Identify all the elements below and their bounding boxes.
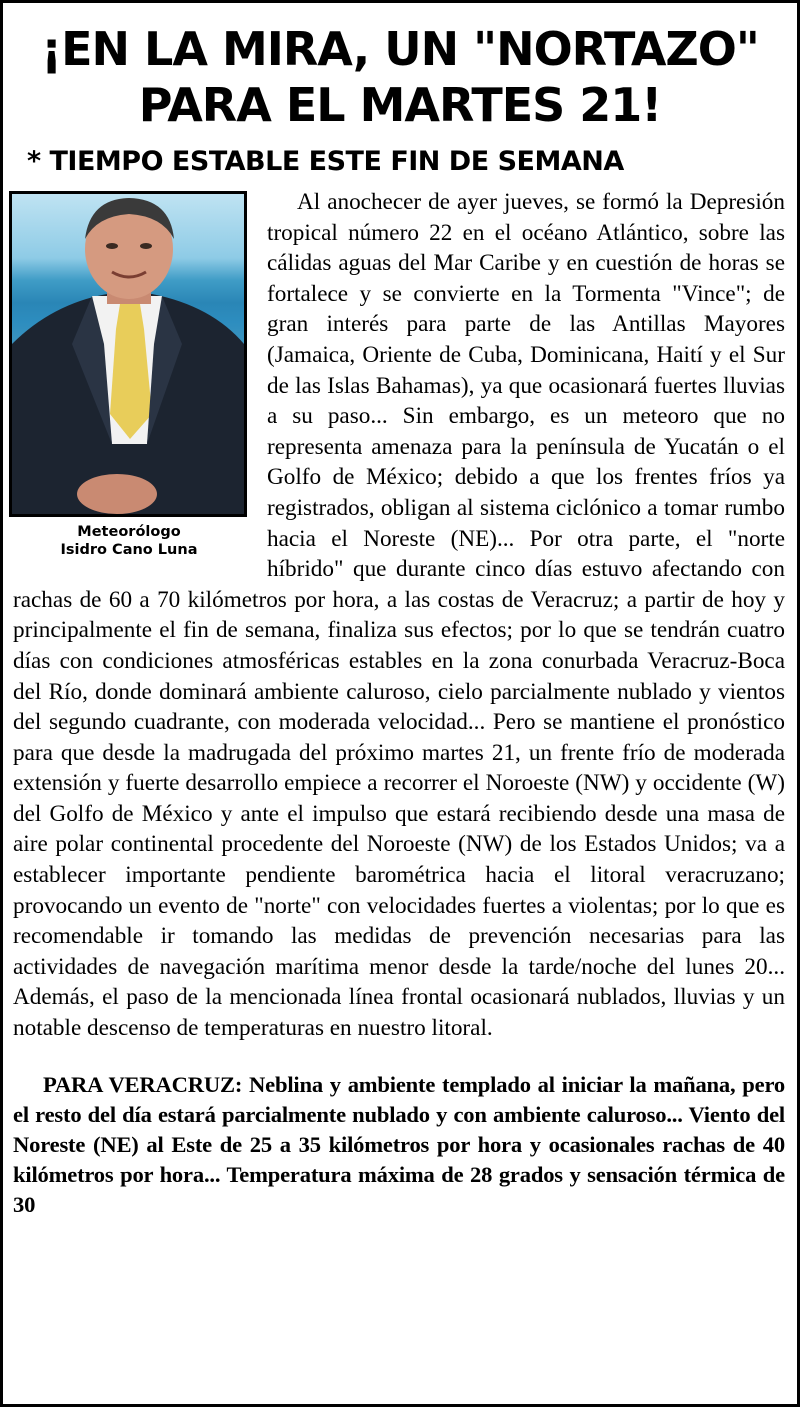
article-body [3, 179, 797, 1220]
headline-line-1: ¡EN LA MIRA, UN "NORTAZO" [41, 22, 759, 76]
headline-line-2: PARA EL MARTES 21! [138, 78, 662, 132]
subheadline: * TIEMPO ESTABLE ESTE FIN DE SEMANA [27, 146, 624, 177]
photo-caption [9, 523, 249, 559]
caption-name: Isidro Cano Luna [60, 542, 198, 558]
veracruz-forecast: PARA VERACRUZ: Neblina y ambiente templado al iniciar la mañana, pero el resto del día estará parcialmente nublado y con ambiente caluroso... Viento del Noreste (NE) al Este de 25 a 35 kilómetros por hora y ocasionales rachas de 40 kilómetros por hora... Temperatura máxima de 28 grados y sensación térmica de 30 [13, 1071, 785, 1217]
photo-block [9, 191, 249, 559]
portrait-illustration [12, 194, 244, 514]
caption-title: Meteorólogo [77, 524, 181, 540]
headline [11, 21, 789, 133]
article-paragraph: Al anochecer de ayer jueves, se formó la Depresión tropical número 22 en el océano Atlántico, sobre las cálidas aguas del Mar Caribe y en cuestión de horas se fortalece y se convierte en la Tormenta "Vince"; de gran interés para parte de las Antillas Mayores (Jamaica, Oriente de Cuba, Dominicana, Haití y el Sur de las Islas Bahamas), ya que ocasionará fuertes lluvias a su paso... Sin embargo, es un meteoro que no representa amenaza para la península de Yucatán o el Golfo de México; debido a que los frentes fríos ya registrados, obligan al sistema ciclónico a tomar rumbo hacia el Noreste (NE)... Por otra parte, el "norte híbrido" que durante cinco días estuvo afectando con rachas de 60 a 70 kilómetros por hora, a las costas de Veracruz; a partir de hoy y principalmente el fin de semana, finaliza sus efectos; por lo que se tendrán cuatro días con condiciones atmosféricas estables en la zona conurbada Veracruz-Boca del Río, donde dominará ambiente caluroso, cielo parcialmente nublado y vientos del segundo cuadrante, con moderada velocidad... Pero se mantiene el pronóstico para que desde la madrugada del próximo martes 21, un frente frío de moderada extensión y fuerte desarrollo empiece a recorrer el Noroeste (NW) y occidente (W) del Golfo de México y ante el impulso que estará recibiendo desde una masa de aire polar continental procedente del Noroeste (NW) de los Estados Unidos; va a establecer importante pendiente barométrica hacia el litoral veracruzano; provocando un evento de "norte" con velocidades fuertes a violentas; por lo que es recomendable ir tomando las medidas de prevención necesarias para las actividades de navegación marítima menor desde la tarde/noche del lunes 20... Además, el paso de la mencionada línea frontal ocasionará nublados, lluvias y un notable descenso de temperaturas en nuestro litoral. [13, 189, 785, 1042]
meteorologist-photo [9, 191, 247, 517]
